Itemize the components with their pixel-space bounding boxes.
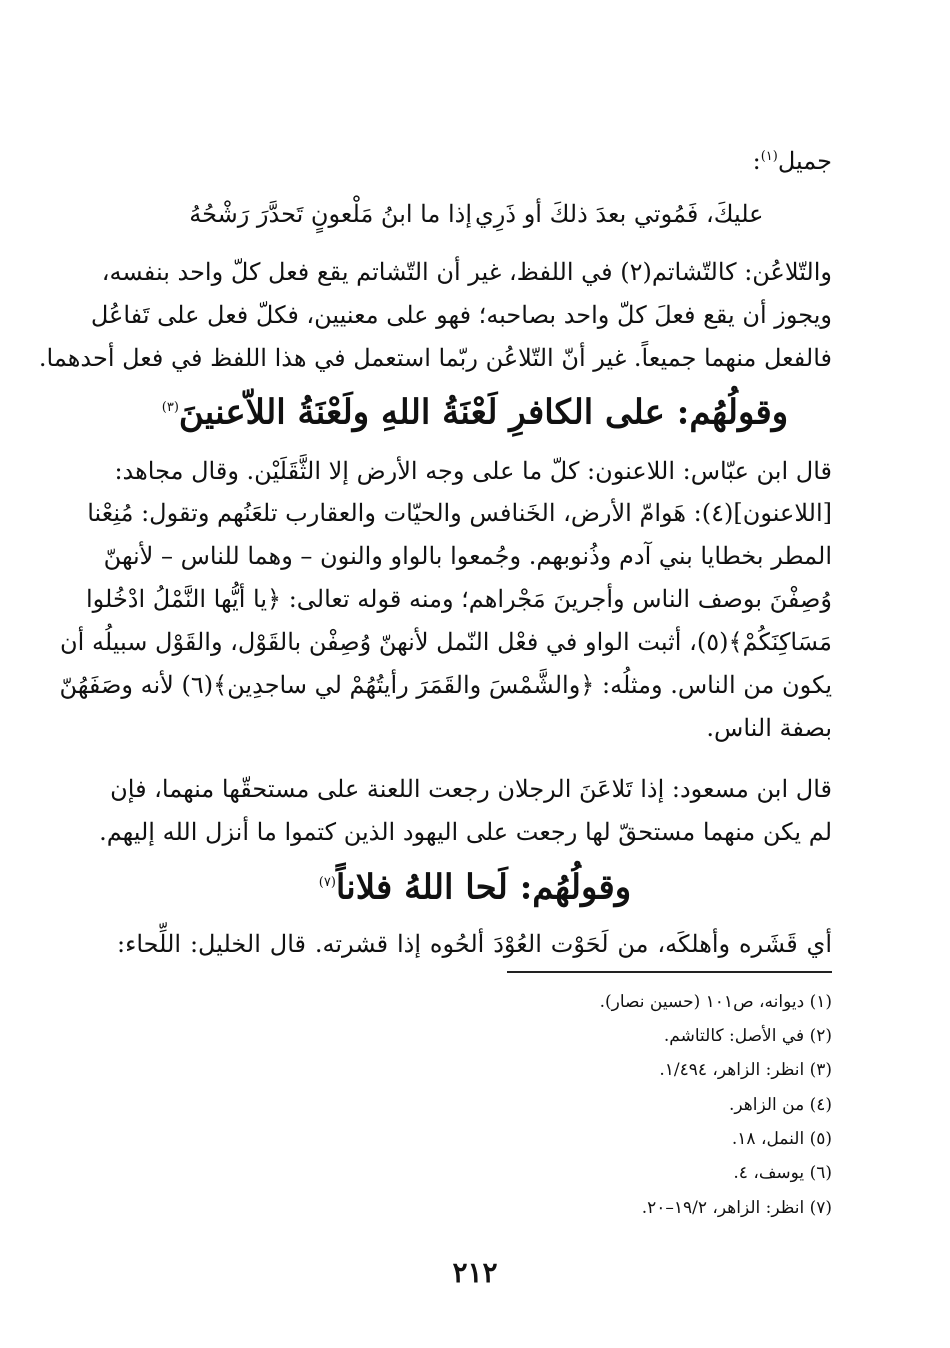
para2-line3: المطر بخطايا بني آدم وذُنوبهم. وجُمعوا بالواو والنون – وهما للناس – لأنهنّ xyxy=(103,542,832,570)
footnote-2: (٢) في الأصل: كالتاشم. xyxy=(663,1026,832,1046)
para2-line2: [اللاعنون](٤): هَوامّ الأرض، الخَنافس والحيّات والعقارب تلعَنُهم وتقول: مُنِعْنا xyxy=(87,499,832,527)
section-heading-1 xyxy=(0,383,950,437)
intro-colon: : xyxy=(752,147,761,175)
heading1-footnote-ref: (٣) xyxy=(161,400,179,415)
intro-footnote-ref: (١) xyxy=(760,149,778,164)
para1-line2: ويجوز أن يقع فعلَ كلّ واحد بصاحبه؛ فهو على معنيين، فكلّ فعل على تَفاعُل xyxy=(90,301,832,329)
footnote-5: (٥) النمل، ١٨. xyxy=(731,1129,832,1149)
para2-line5: مَسَاكِنَكُمْ﴾(٥)، أثبت الواو في فعْل النّمل لأنهنّ وُصِفْن بالقَوْل، والقَوْل سبيلُه أن xyxy=(60,628,832,656)
footnote-1: (١) ديوانه، ص١٠١ (حسين نصار). xyxy=(599,992,832,1012)
para1-line1: والتّلاعُن: كالتّشاتم(٢) في اللفظ، غير أن التّشاتم يقع فعل كلّ واحد بنفسه، xyxy=(101,258,832,286)
para2-line7: بصفة الناس. xyxy=(706,714,832,742)
footnote-7: (٧) انظر: الزاهر، ١٩/٢–٢٠. xyxy=(641,1198,832,1218)
footnote-6: (٦) يوسف، ٤. xyxy=(733,1163,832,1183)
para2-line4: وُصِفْنَ بوصف الناس وأجرينَ مَجْراهم؛ ومنه قوله تعالى: ﴿يا أيُّها النَّمْلُ ادْخُلوا xyxy=(85,585,832,613)
para2-line1: قال ابن عبّاس: اللاعنون: كلّ ما على وجه الأرض إلا الثَّقَلَيْن. وقال مجاهد: xyxy=(114,457,832,485)
para2-line6: يكون من الناس. ومثلُه: ﴿والشَّمْسَ والقَمَرَ رأيتُهُمْ لي ساجدِين﴾(٦) لأنه وصَفَهُنّ xyxy=(59,671,832,699)
heading2-footnote-ref: (٧) xyxy=(318,875,336,890)
para3-line2: لم يكن منهما مستحقّ لها رجعت على اليهود الذين كتموا ما أنزل الله إليهم. xyxy=(99,818,832,846)
intro-text: جميل xyxy=(777,147,832,175)
footnote-4: (٤) من الزاهر. xyxy=(728,1095,832,1115)
para3-line1: قال ابن مسعود: إذا تَلاعَنَ الرجلان رجعت اللعنة على مستحقّها منهما، فإن xyxy=(110,775,832,803)
verse-second-hemistich: عليكَ، فَمُوتي بعدَ ذلكَ أو ذَرِي xyxy=(475,200,764,228)
footnote-separator xyxy=(507,971,832,973)
intro-line xyxy=(117,138,832,180)
heading1-text: وقولُهُم: على الكافرِ لَعْنَةُ اللهِ ولَعْنَةُ اللاّعنينَ xyxy=(178,392,789,433)
heading2-text: وقولُهُم: لَحا اللهُ فلاناً xyxy=(335,867,632,908)
section-heading-2 xyxy=(0,858,950,912)
verse-first-hemistich: إذا ما ابنُ مَلْعونٍ تَحدَّرَ رَشْحُهُ xyxy=(189,200,472,228)
para4-line1: أي قَشَره وأهلكَه، من لَحَوْت العُوْدَ ألحُوه إذا قشرته. قال الخليل: اللِّحاء: xyxy=(117,930,832,958)
footnote-3: (٣) انظر: الزاهر، ١/٤٩٤. xyxy=(659,1060,832,1080)
page-number: ٢١٢ xyxy=(452,1256,498,1289)
para1-line3: فالفعل منهما جميعاً. غير أنّ التّلاعُن ربّما استعمل في هذا اللفظ في فعل أحدهما. xyxy=(38,344,832,372)
